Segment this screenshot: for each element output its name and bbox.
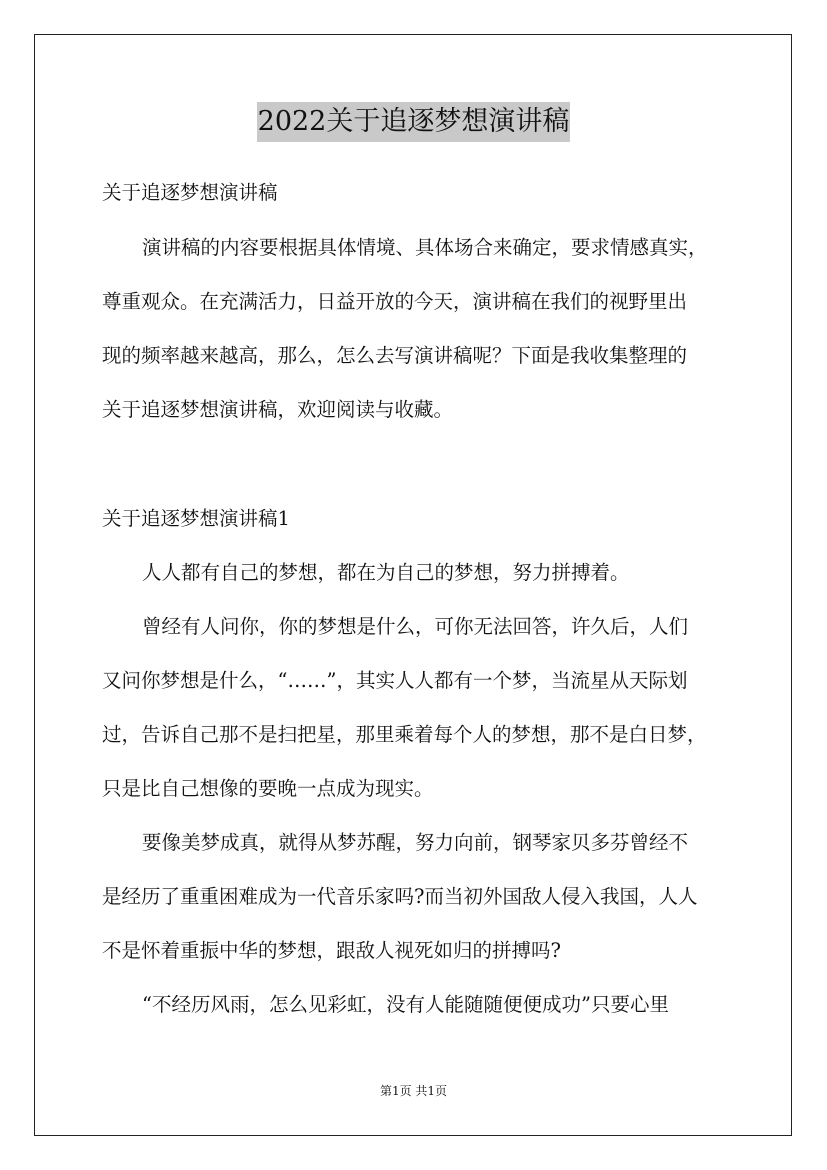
- paragraph-line: 人人都有自己的梦想，都在为自己的梦想，努力拼搏着。: [142, 561, 630, 584]
- section-heading: 关于追逐梦想演讲稿: [102, 181, 278, 204]
- title-wrap: [0, 102, 827, 142]
- page-footer: 第1页 共1页: [379, 1084, 448, 1098]
- paragraph-line: 要像美梦成真，就得从梦苏醒，努力向前，钢琴家贝多芬曾经不: [142, 831, 689, 854]
- paragraph-line: 是经历了重重困难成为一代音乐家吗?而当初外国敌人侵入我国，人人: [102, 885, 698, 908]
- paragraph-line: 尊重观众。在充满活力，日益开放的今天，演讲稿在我们的视野里出: [102, 290, 688, 313]
- paragraph-line: 过，告诉自己那不是扫把星，那里乘着每个人的梦想，那不是白日梦，: [102, 723, 707, 746]
- paragraph-line: 又问你梦想是什么，“……”，其实人人都有一个梦，当流星从天际划: [102, 669, 688, 692]
- paragraph-line: “不经历风雨，怎么见彩虹，没有人能随随便便成功”只要心里: [142, 993, 669, 1016]
- paragraph-line: 不是怀着重振中华的梦想，跟敌人视死如归的拼搏吗?: [102, 939, 561, 962]
- paragraph-line: 现的频率越来越高，那么，怎么去写演讲稿呢？下面是我收集整理的: [102, 344, 688, 367]
- paragraph-line: 关于追逐梦想演讲稿，欢迎阅读与收藏。: [102, 398, 454, 421]
- paragraph-line: 只是比自己想像的要晚一点成为现实。: [102, 777, 434, 800]
- paragraph-line: 曾经有人问你，你的梦想是什么，可你无法回答，许久后，人们: [142, 615, 689, 638]
- paragraph-line: 演讲稿的内容要根据具体情境、具体场合来确定，要求情感真实，: [142, 236, 708, 259]
- section-heading: 关于追逐梦想演讲稿1: [102, 507, 290, 530]
- document-title: 2022关于追逐梦想演讲稿: [257, 102, 571, 142]
